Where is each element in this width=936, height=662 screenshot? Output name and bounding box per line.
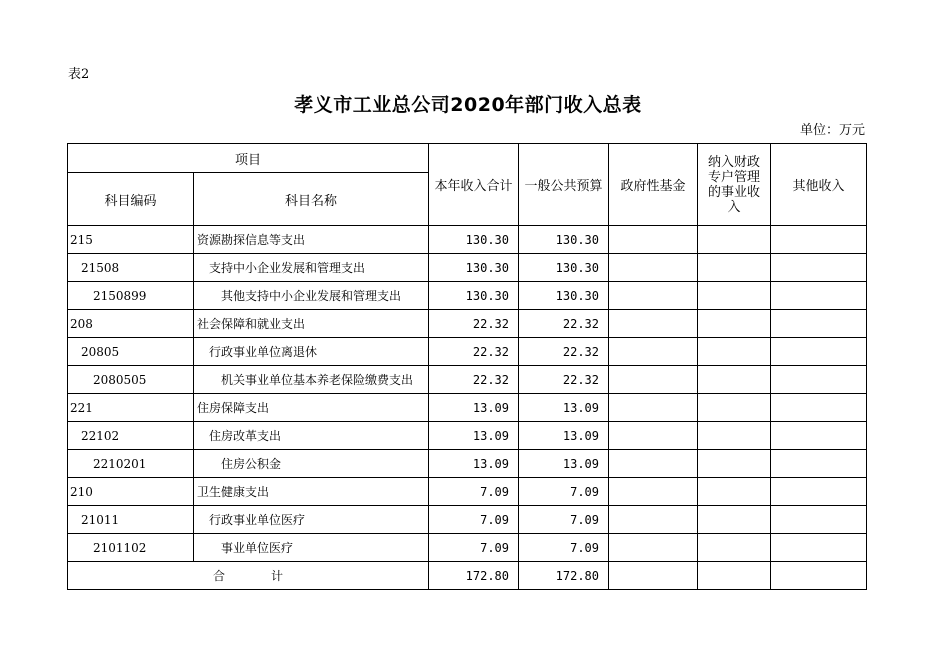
row-special-account	[698, 422, 771, 450]
row-other-income	[771, 366, 867, 394]
table-row	[68, 394, 867, 422]
row-special-account	[698, 478, 771, 506]
row-other-income	[771, 450, 867, 478]
row-name: 事业单位医疗	[194, 534, 429, 562]
row-government-fund	[609, 478, 698, 506]
row-special-account	[698, 282, 771, 310]
row-general-budget: 22.32	[519, 366, 609, 394]
total-label-left: 合	[212, 569, 225, 583]
row-special-account	[698, 450, 771, 478]
table-label: 表2	[68, 67, 90, 82]
row-name: 其他支持中小企业发展和管理支出	[194, 282, 429, 310]
row-other-income	[771, 338, 867, 366]
row-other-income	[771, 254, 867, 282]
table-row	[68, 422, 867, 450]
row-other-income	[771, 534, 867, 562]
row-code: 21508	[68, 254, 194, 282]
header-code: 科目编码	[68, 173, 194, 226]
table-row	[68, 506, 867, 534]
row-name: 社会保障和就业支出	[194, 310, 429, 338]
row-special-account	[698, 394, 771, 422]
header-special-account: 纳入财政专户管理的事业收入	[698, 144, 771, 226]
row-code: 2080505	[68, 366, 194, 394]
row-other-income	[771, 422, 867, 450]
row-other-income	[771, 282, 867, 310]
total-government-fund	[609, 562, 698, 590]
row-general-budget: 7.09	[519, 478, 609, 506]
row-code: 20805	[68, 338, 194, 366]
row-name: 住房保障支出	[194, 394, 429, 422]
row-government-fund	[609, 450, 698, 478]
header-general-budget: 一般公共预算	[519, 144, 609, 226]
table-row	[68, 226, 867, 254]
row-government-fund	[609, 254, 698, 282]
header-other-income: 其他收入	[771, 144, 867, 226]
table-row	[68, 534, 867, 562]
row-name: 机关事业单位基本养老保险缴费支出	[194, 366, 429, 394]
row-government-fund	[609, 338, 698, 366]
row-code: 2210201	[68, 450, 194, 478]
row-code: 2101102	[68, 534, 194, 562]
row-other-income	[771, 226, 867, 254]
row-general-budget: 22.32	[519, 338, 609, 366]
table-row	[68, 254, 867, 282]
row-other-income	[771, 506, 867, 534]
total-other-income	[771, 562, 867, 590]
row-other-income	[771, 310, 867, 338]
row-special-account	[698, 366, 771, 394]
row-government-fund	[609, 310, 698, 338]
row-general-budget: 13.09	[519, 422, 609, 450]
row-name: 行政事业单位离退休	[194, 338, 429, 366]
total-general-budget: 172.80	[519, 562, 609, 590]
row-government-fund	[609, 366, 698, 394]
total-total: 172.80	[429, 562, 519, 590]
row-code: 2150899	[68, 282, 194, 310]
table-row	[68, 338, 867, 366]
row-total: 13.09	[429, 394, 519, 422]
table-row	[68, 282, 867, 310]
row-total: 22.32	[429, 338, 519, 366]
table-row	[68, 450, 867, 478]
header-row-1	[68, 144, 867, 173]
row-name: 住房公积金	[194, 450, 429, 478]
row-general-budget: 130.30	[519, 282, 609, 310]
row-general-budget: 7.09	[519, 506, 609, 534]
row-government-fund	[609, 422, 698, 450]
row-total: 22.32	[429, 310, 519, 338]
row-total: 7.09	[429, 478, 519, 506]
page-title: 孝义市工业总公司2020年部门收入总表	[294, 94, 642, 116]
header-total: 本年收入合计	[429, 144, 519, 226]
table-row	[68, 366, 867, 394]
row-code: 21011	[68, 506, 194, 534]
row-general-budget: 130.30	[519, 226, 609, 254]
row-total: 22.32	[429, 366, 519, 394]
row-government-fund	[609, 282, 698, 310]
row-special-account	[698, 310, 771, 338]
row-total: 13.09	[429, 422, 519, 450]
row-total: 130.30	[429, 282, 519, 310]
row-code: 215	[68, 226, 194, 254]
row-special-account	[698, 506, 771, 534]
row-total: 7.09	[429, 506, 519, 534]
row-general-budget: 22.32	[519, 310, 609, 338]
row-government-fund	[609, 506, 698, 534]
row-total: 13.09	[429, 450, 519, 478]
row-name: 资源勘探信息等支出	[194, 226, 429, 254]
row-total: 130.30	[429, 226, 519, 254]
row-code: 221	[68, 394, 194, 422]
row-special-account	[698, 254, 771, 282]
row-general-budget: 13.09	[519, 394, 609, 422]
income-summary-table	[67, 143, 867, 590]
row-special-account	[698, 534, 771, 562]
row-special-account	[698, 226, 771, 254]
row-code: 210	[68, 478, 194, 506]
row-government-fund	[609, 394, 698, 422]
row-other-income	[771, 478, 867, 506]
row-total: 130.30	[429, 254, 519, 282]
total-row	[68, 562, 867, 590]
header-name: 科目名称	[194, 173, 429, 226]
row-name: 住房改革支出	[194, 422, 429, 450]
row-general-budget: 130.30	[519, 254, 609, 282]
row-general-budget: 7.09	[519, 534, 609, 562]
row-other-income	[771, 394, 867, 422]
total-label-right: 计	[271, 569, 284, 583]
total-label	[68, 562, 429, 590]
table-body	[68, 144, 867, 590]
total-special-account	[698, 562, 771, 590]
row-code: 22102	[68, 422, 194, 450]
row-government-fund	[609, 226, 698, 254]
row-code: 208	[68, 310, 194, 338]
table-row	[68, 478, 867, 506]
unit-label: 单位：万元	[799, 123, 865, 138]
row-general-budget: 13.09	[519, 450, 609, 478]
row-special-account	[698, 338, 771, 366]
header-government-fund: 政府性基金	[609, 144, 698, 226]
row-name: 支持中小企业发展和管理支出	[194, 254, 429, 282]
row-total: 7.09	[429, 534, 519, 562]
row-name: 行政事业单位医疗	[194, 506, 429, 534]
header-project: 项目	[68, 144, 429, 173]
row-government-fund	[609, 534, 698, 562]
table-row	[68, 310, 867, 338]
row-name: 卫生健康支出	[194, 478, 429, 506]
